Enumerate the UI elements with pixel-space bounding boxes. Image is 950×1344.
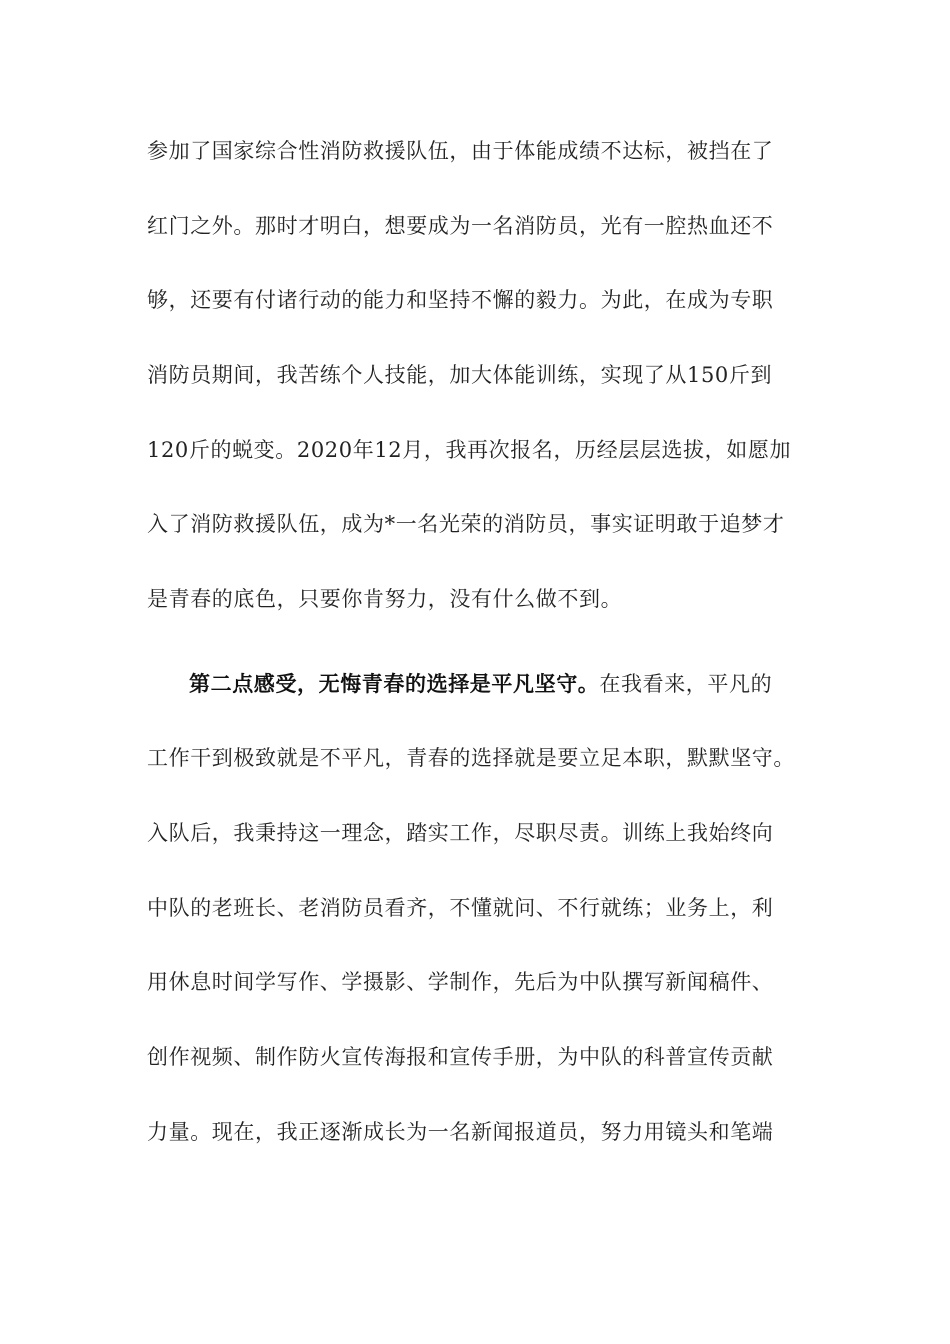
paragraph1-line-5: 120斤的蜕变。2020年12月，我再次报名，历经层层选拔，如愿加 bbox=[147, 438, 792, 462]
paragraph1-line-4: 消防员期间，我苦练个人技能，加大体能训练，实现了从150斤到 bbox=[147, 363, 773, 387]
paragraph1-line-7: 是青春的底色，只要你肯努力，没有什么做不到。 bbox=[147, 587, 623, 611]
paragraph2-line-6: 创作视频、制作防火宣传海报和宣传手册，为中队的科普宣传贡献 bbox=[147, 1045, 774, 1069]
paragraph1-line-6: 入了消防救援队伍，成为*一名光荣的消防员，事实证明敢于追梦才 bbox=[147, 512, 785, 536]
paragraph1-line-2: 红门之外。那时才明白，想要成为一名消防员，光有一腔热血还不 bbox=[147, 214, 774, 238]
paragraph2-line-5: 用休息时间学写作、学摄影、学制作，先后为中队撰写新闻稿件、 bbox=[147, 970, 774, 994]
paragraph1-line-1: 参加了国家综合性消防救援队伍，由于体能成绩不达标，被挡在了 bbox=[147, 139, 774, 163]
paragraph2-line-3: 入队后，我秉持这一理念，踏实工作，尽职尽责。训练上我始终向 bbox=[147, 821, 774, 845]
paragraph2-line-2: 工作干到极致就是不平凡，青春的选择就是要立足本职，默默坚守。 bbox=[147, 746, 795, 770]
paragraph2-first-line-rest: 在我看来，平凡的 bbox=[599, 672, 773, 696]
paragraph1-line-3: 够，还要有付诸行动的能力和坚持不懈的毅力。为此，在成为专职 bbox=[147, 288, 774, 312]
paragraph2-line-7: 力量。现在，我正逐渐成长为一名新闻报道员，努力用镜头和笔端 bbox=[147, 1120, 774, 1144]
paragraph2-first-line bbox=[189, 666, 807, 702]
paragraph2-line-4: 中队的老班长、老消防员看齐，不懂就问、不行就练；业务上，利 bbox=[147, 896, 774, 920]
paragraph2-heading: 第二点感受，无悔青春的选择是平凡坚守。 bbox=[189, 671, 600, 696]
